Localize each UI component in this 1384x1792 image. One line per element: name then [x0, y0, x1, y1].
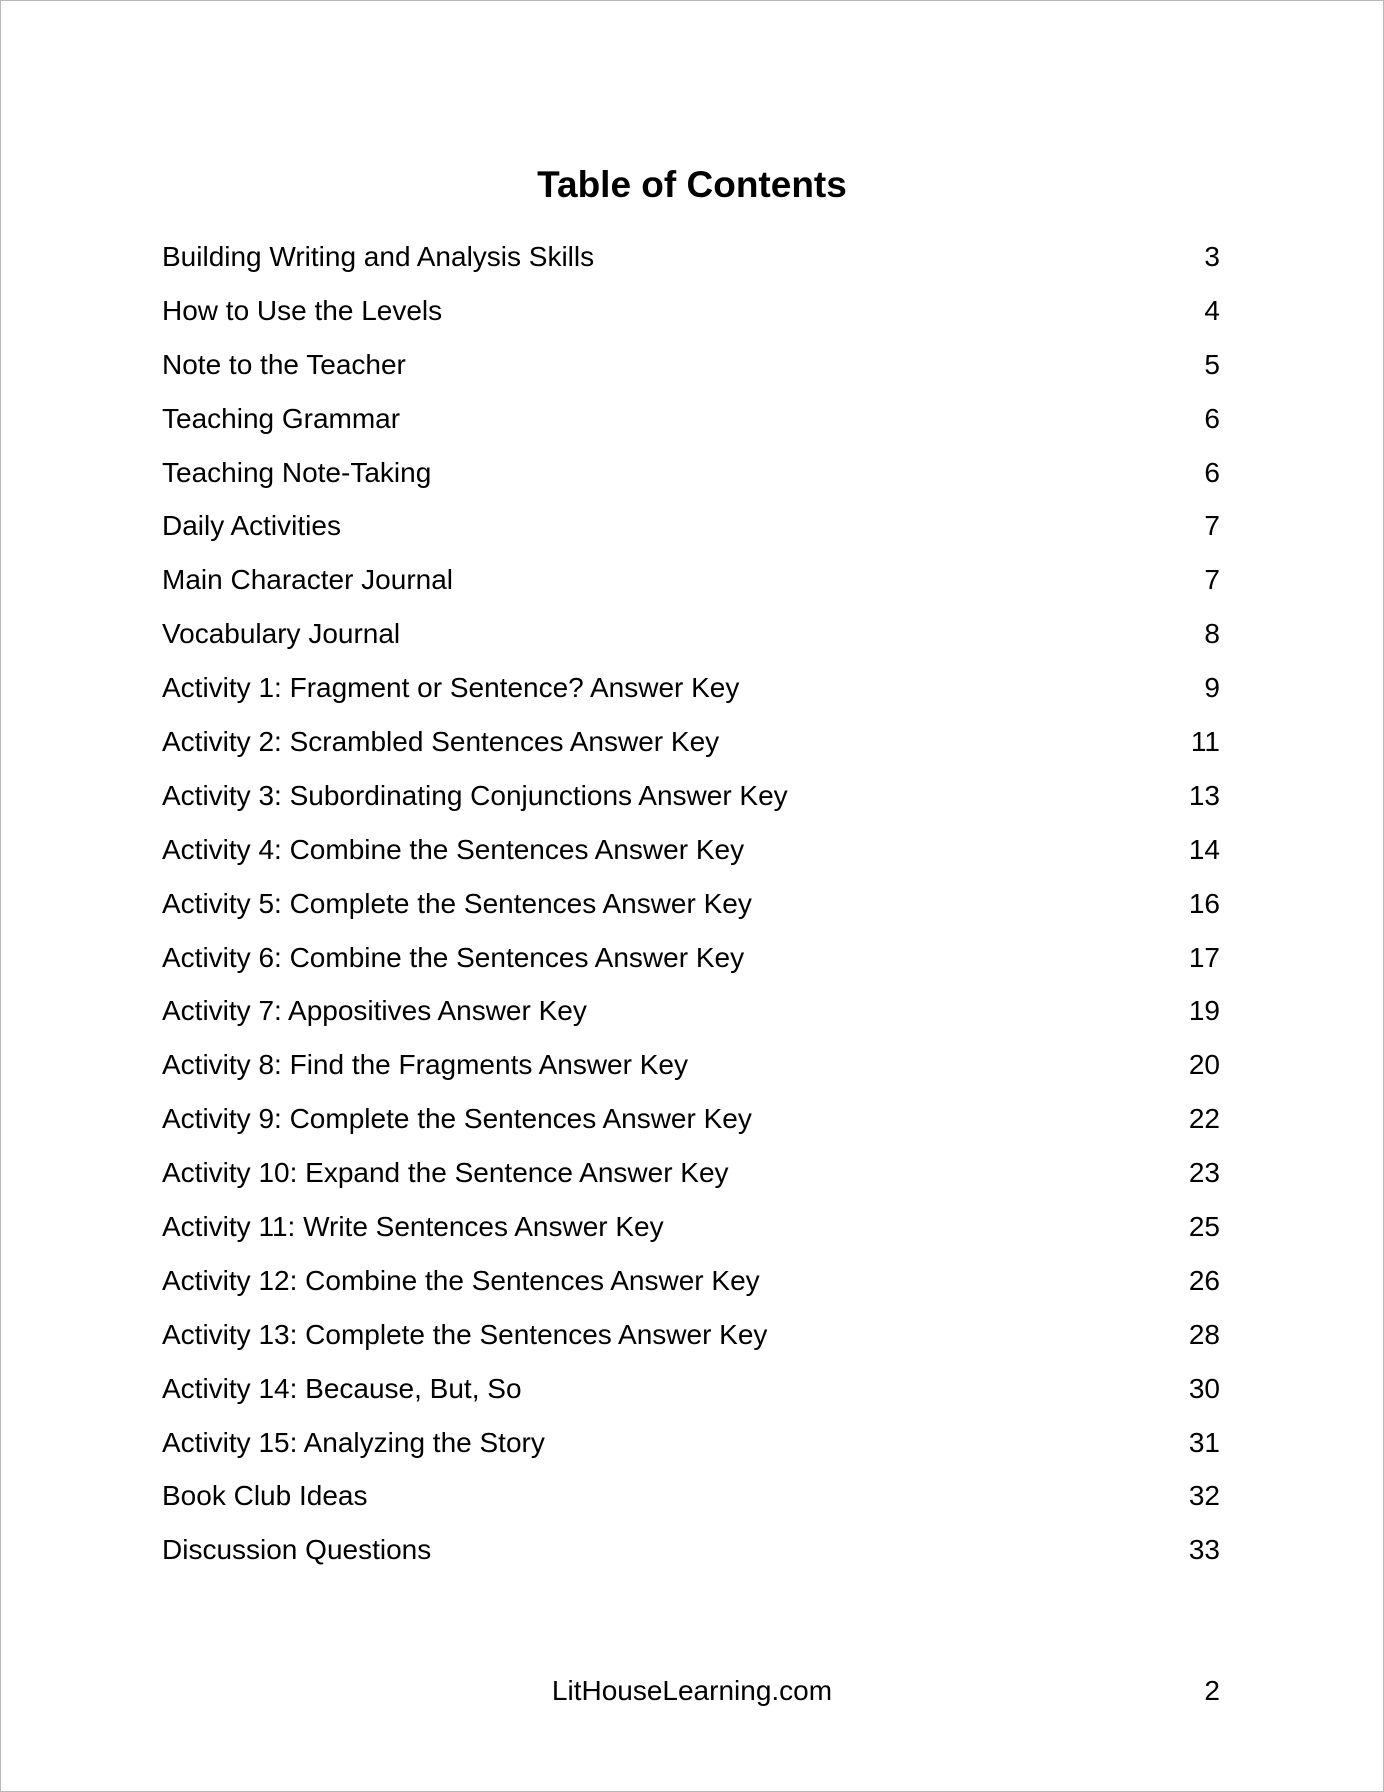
toc-entry[interactable] [162, 230, 1220, 284]
toc-entry[interactable] [162, 392, 1220, 446]
toc-entry-page: 23 [1188, 1157, 1220, 1189]
toc-entry-page: 28 [1188, 1318, 1220, 1350]
toc-entry[interactable] [162, 1092, 1220, 1146]
toc-entry[interactable] [162, 931, 1220, 985]
toc-entry-label: Activity 2: Scrambled Sentences Answer Key [162, 725, 720, 757]
toc-entry[interactable] [162, 338, 1220, 392]
toc-entry-label: Daily Activities [162, 510, 341, 542]
toc-entry-page: 6 [1204, 402, 1220, 434]
toc-entry-label: Activity 5: Complete the Sentences Answer Key [162, 887, 752, 919]
toc-entry[interactable] [162, 715, 1220, 769]
toc-entry-label: Activity 14: Because, But, So [162, 1372, 522, 1404]
toc-entry[interactable] [162, 1523, 1220, 1577]
toc-entry[interactable] [162, 1416, 1220, 1470]
toc-entry-page: 9 [1204, 672, 1220, 704]
toc-entry-label: Teaching Grammar [162, 402, 401, 434]
toc-entry[interactable] [162, 446, 1220, 500]
toc-entry-label: Activity 1: Fragment or Sentence? Answer Key [162, 672, 740, 704]
toc-entry-page: 16 [1188, 887, 1220, 919]
table-of-contents [162, 230, 1220, 1577]
toc-entry-label: Activity 13: Complete the Sentences Answer Key [162, 1318, 768, 1350]
page-footer [1, 1671, 1383, 1711]
toc-entry-label: Teaching Note-Taking [162, 456, 432, 488]
toc-entry[interactable] [162, 1254, 1220, 1308]
toc-entry[interactable] [162, 877, 1220, 931]
toc-entry-label: Activity 8: Find the Fragments Answer Key [162, 1049, 688, 1081]
toc-entry[interactable] [162, 607, 1220, 661]
toc-entry[interactable] [162, 769, 1220, 823]
toc-entry-label: Activity 4: Combine the Sentences Answer Key [162, 833, 745, 865]
toc-entry[interactable] [162, 661, 1220, 715]
toc-entry-page: 19 [1188, 995, 1220, 1027]
toc-entry-label: Activity 9: Complete the Sentences Answer Key [162, 1103, 752, 1135]
page-title: Table of Contents [537, 164, 847, 205]
toc-entry[interactable] [162, 499, 1220, 553]
toc-entry[interactable] [162, 984, 1220, 1038]
toc-entry-page: 31 [1188, 1426, 1220, 1458]
toc-entry-page: 33 [1188, 1534, 1220, 1566]
toc-entry-label: Activity 7: Appositives Answer Key [162, 995, 587, 1027]
toc-entry-page: 30 [1188, 1372, 1220, 1404]
toc-entry[interactable] [162, 823, 1220, 877]
toc-entry-label: Activity 6: Combine the Sentences Answer Key [162, 941, 745, 973]
toc-entry[interactable] [162, 1146, 1220, 1200]
toc-entry-page: 26 [1188, 1264, 1220, 1296]
toc-entry-page: 20 [1188, 1049, 1220, 1081]
toc-entry[interactable] [162, 1038, 1220, 1092]
toc-entry-page: 4 [1204, 294, 1220, 326]
toc-entry-label: Activity 3: Subordinating Conjunctions Answer Key [162, 779, 788, 811]
footer-page-number: 2 [1204, 1675, 1220, 1706]
toc-entry-label: Note to the Teacher [162, 348, 406, 380]
toc-entry-page: 5 [1204, 348, 1220, 380]
toc-entry-label: Activity 15: Analyzing the Story [162, 1426, 545, 1458]
toc-entry-label: Activity 12: Combine the Sentences Answer Key [162, 1264, 760, 1296]
toc-entry[interactable] [162, 1362, 1220, 1416]
toc-entry-page: 8 [1204, 618, 1220, 650]
toc-entry[interactable] [162, 1308, 1220, 1362]
toc-entry-label: Activity 10: Expand the Sentence Answer Key [162, 1157, 729, 1189]
toc-entry-page: 14 [1188, 833, 1220, 865]
toc-entry-page: 22 [1188, 1103, 1220, 1135]
toc-entry-label: Main Character Journal [162, 564, 454, 596]
toc-entry[interactable] [162, 1469, 1220, 1523]
toc-entry-page: 6 [1204, 456, 1220, 488]
toc-entry[interactable] [162, 284, 1220, 338]
toc-entry-page: 17 [1188, 941, 1220, 973]
toc-entry-label: Book Club Ideas [162, 1480, 368, 1512]
footer-site-link[interactable]: LitHouseLearning.com [551, 1675, 833, 1706]
toc-entry-label: Activity 11: Write Sentences Answer Key [162, 1210, 664, 1242]
toc-entry[interactable] [162, 553, 1220, 607]
toc-entry-label: How to Use the Levels [162, 294, 443, 326]
toc-entry-page: 7 [1204, 510, 1220, 542]
toc-entry-page: 11 [1190, 725, 1220, 757]
toc-entry-page: 32 [1188, 1480, 1220, 1512]
toc-entry-page: 7 [1204, 564, 1220, 596]
toc-entry-page: 13 [1188, 779, 1220, 811]
toc-entry-page: 3 [1204, 240, 1220, 272]
toc-entry-label: Building Writing and Analysis Skills [162, 240, 595, 272]
toc-entry-page: 25 [1188, 1210, 1220, 1242]
toc-entry-label: Vocabulary Journal [162, 618, 401, 650]
toc-entry[interactable] [162, 1200, 1220, 1254]
toc-entry-label: Discussion Questions [162, 1534, 432, 1566]
